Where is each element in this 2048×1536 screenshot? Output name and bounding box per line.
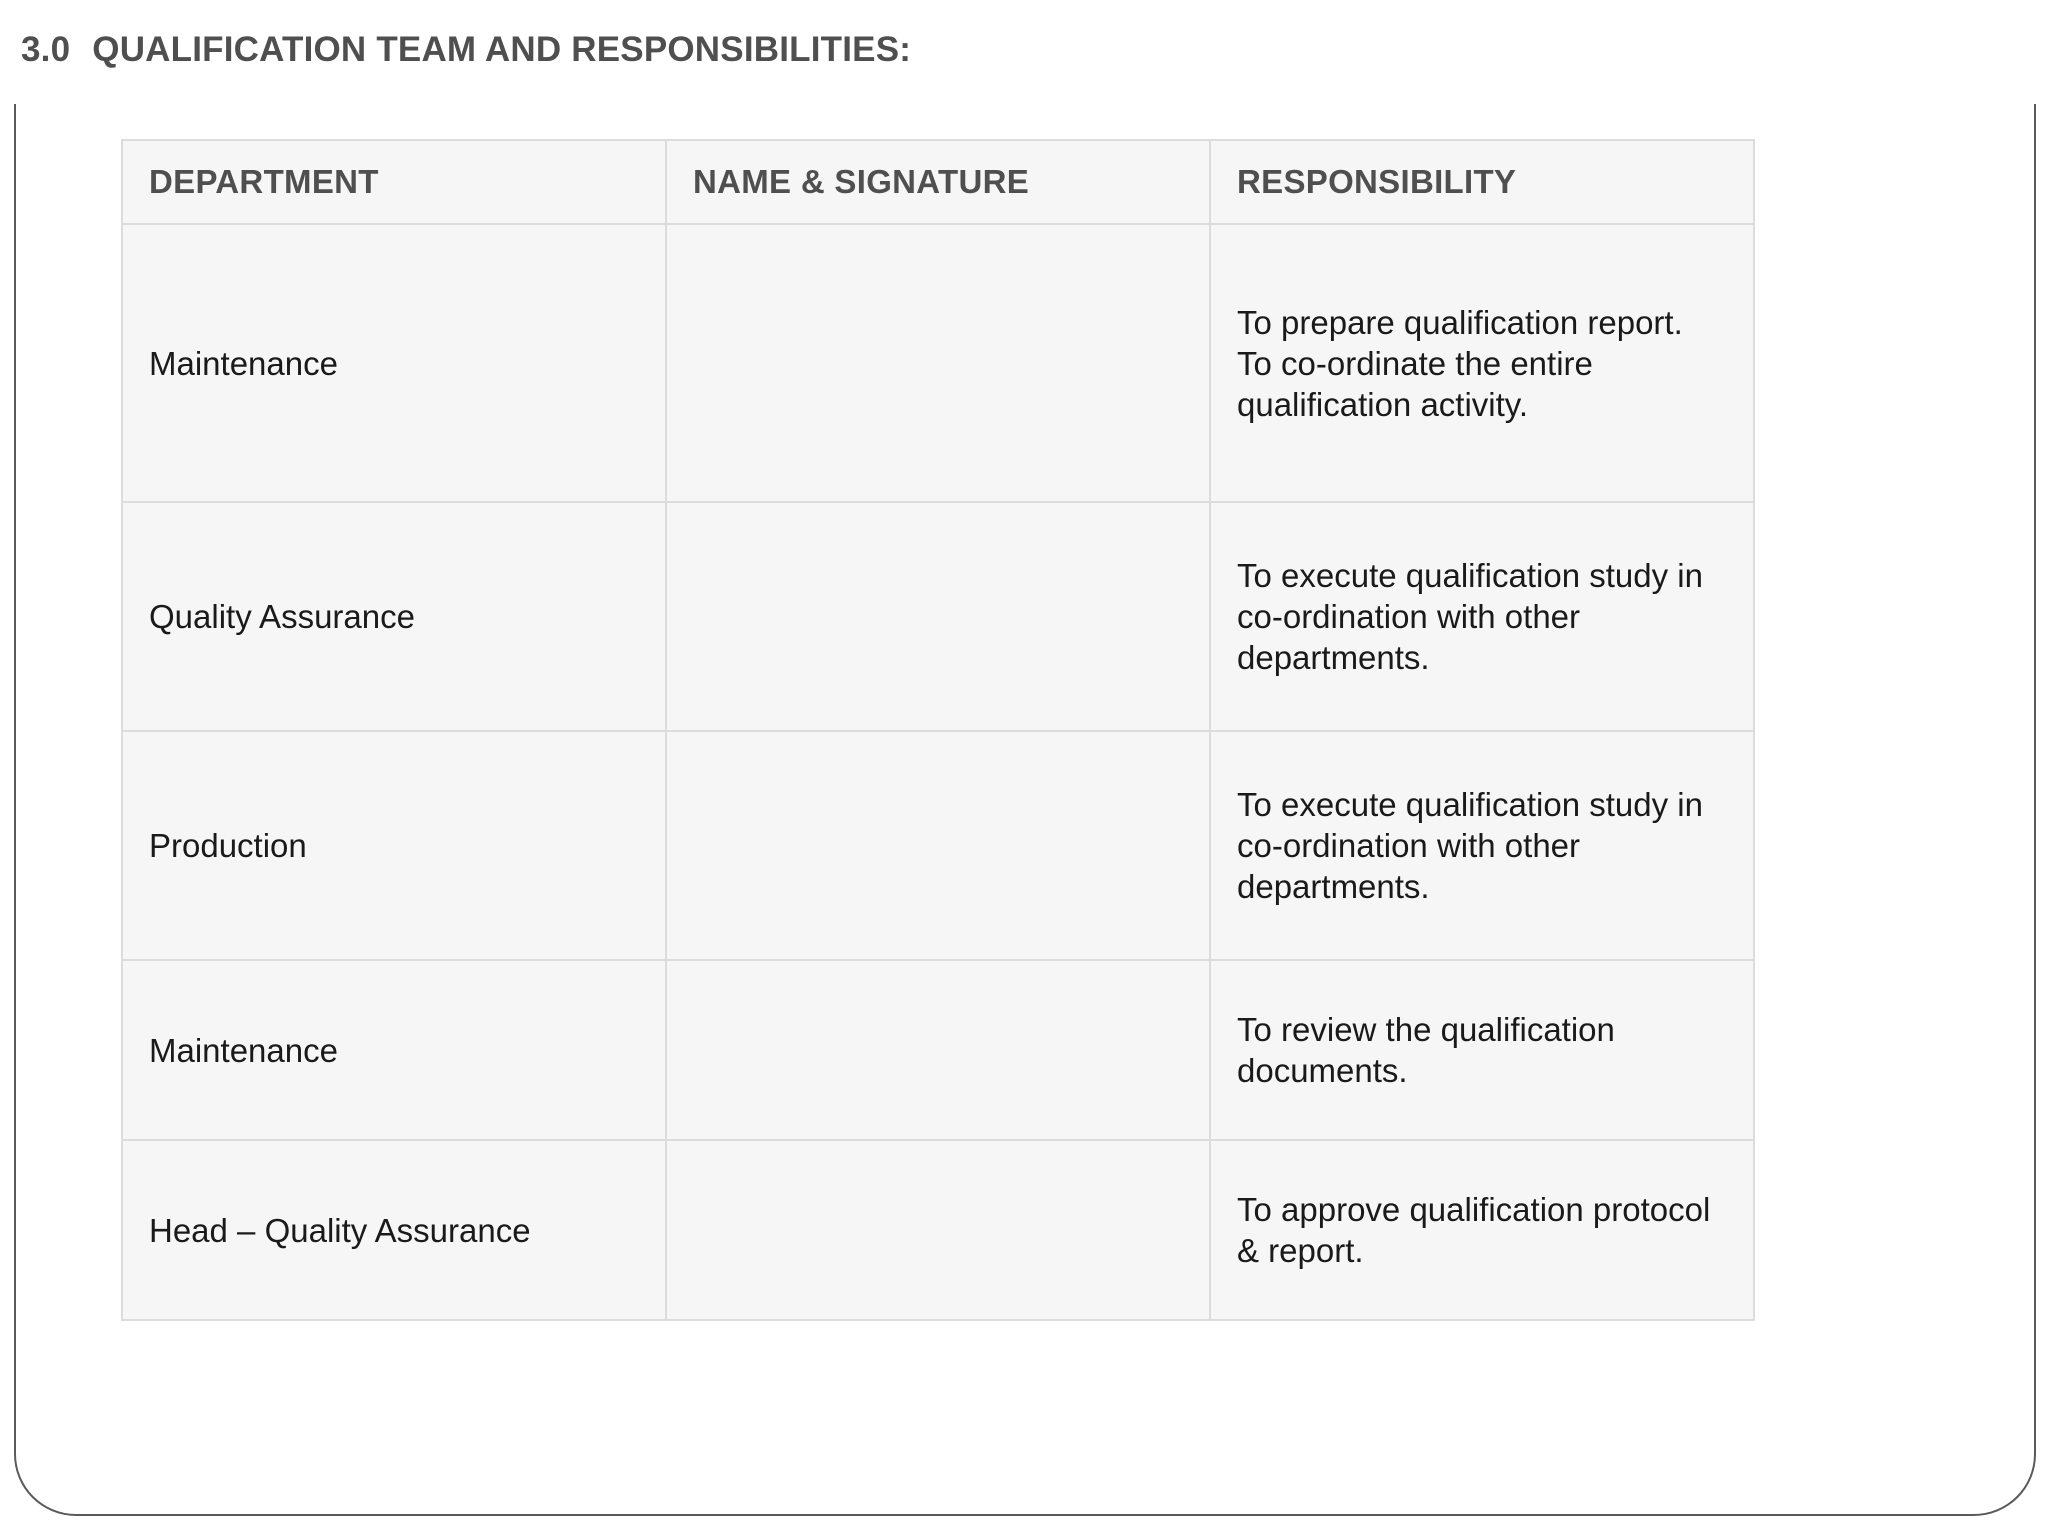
- responsibility-line: departments.: [1237, 639, 1430, 676]
- responsibility-line: co-ordination with other: [1237, 827, 1581, 864]
- responsibility-line: To execute qualification study in: [1237, 557, 1703, 594]
- name-signature-cell[interactable]: [666, 960, 1210, 1140]
- section-title: QUALIFICATION TEAM AND RESPONSIBILITIES:: [92, 30, 912, 69]
- name-signature-cell[interactable]: [666, 224, 1210, 502]
- responsibility-line: documents.: [1237, 1052, 1408, 1089]
- table-row: [122, 502, 1754, 731]
- name-signature-cell[interactable]: [666, 502, 1210, 731]
- responsibility-line: To prepare qualification report.: [1237, 303, 1683, 341]
- table-row: [122, 224, 1754, 502]
- responsibility-cell: [1210, 502, 1754, 731]
- section-heading: [21, 30, 911, 70]
- responsibility-cell: [1210, 960, 1754, 1140]
- section-number: 3.0: [21, 30, 71, 69]
- responsibility-cell: [1210, 1140, 1754, 1320]
- responsibility-cell: [1210, 224, 1754, 502]
- responsibility-line: To co-ordinate the entire: [1237, 344, 1593, 382]
- qualification-team-table: [121, 139, 1755, 1321]
- responsibility-line: co-ordination with other: [1237, 598, 1581, 635]
- department-cell: Production: [122, 731, 666, 960]
- table-row: [122, 731, 1754, 960]
- responsibility-line: departments.: [1237, 868, 1430, 905]
- responsibility-cell: [1210, 731, 1754, 960]
- responsibility-line: To execute qualification study in: [1237, 786, 1703, 823]
- header-department: DEPARTMENT: [122, 140, 666, 224]
- department-cell: Quality Assurance: [122, 502, 666, 731]
- responsibility-line: qualification activity.: [1237, 385, 1529, 423]
- table-row: [122, 1140, 1754, 1320]
- responsibility-line: To review the qualification: [1237, 1011, 1615, 1048]
- header-name-signature: NAME & SIGNATURE: [666, 140, 1210, 224]
- responsibility-line: To approve qualification protocol: [1237, 1191, 1711, 1228]
- table-header-row: [122, 140, 1754, 224]
- department-cell: Maintenance: [122, 224, 666, 502]
- name-signature-cell[interactable]: [666, 731, 1210, 960]
- name-signature-cell[interactable]: [666, 1140, 1210, 1320]
- responsibility-line: & report.: [1237, 1232, 1364, 1269]
- header-responsibility: RESPONSIBILITY: [1210, 140, 1754, 224]
- table-row: [122, 960, 1754, 1140]
- department-cell: Head – Quality Assurance: [122, 1140, 666, 1320]
- department-cell: Maintenance: [122, 960, 666, 1140]
